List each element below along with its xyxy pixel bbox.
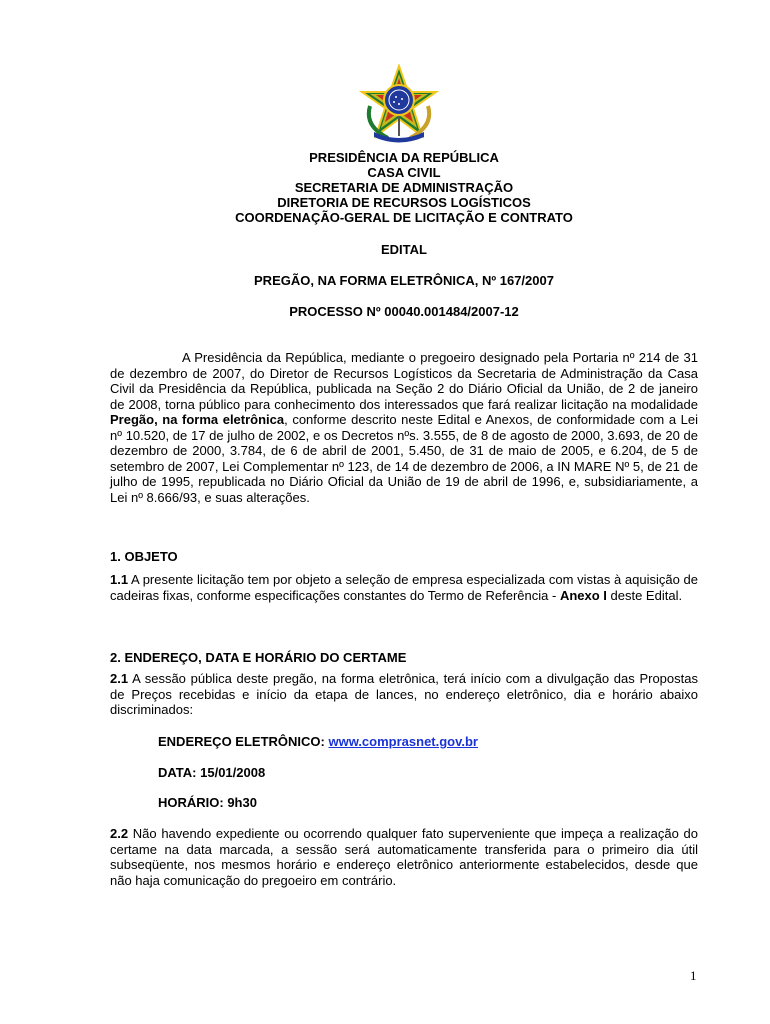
document-header [110,150,698,225]
item-number: 2.1 [110,671,129,686]
item-bold: Anexo I [559,587,607,603]
item-text-cont: deste Edital. [606,587,683,603]
intro-text: A Presidência da República, mediante o pregoeiro designado pela Portaria nº 214 de 31 de dezembro de 2007, do Diretor de Recursos Logísticos da Secretaria de Administração da Casa Civil da Presidência da República, publicada na Seção 2 do Diário Oficial da União, de 2 de janeiro de 2008, torna público para conhecimento dos interessados que fará realizar licitação na modalidade [110,350,698,412]
header-line: SECRETARIA DE ADMINISTRAÇÃO [294,180,514,195]
time-line: HORÁRIO: 9h30 [158,795,257,810]
page-number: 1 [690,968,697,983]
section-2-title: 2. ENDEREÇO, DATA E HORÁRIO DO CERTAME [110,650,407,665]
item-text: A sessão pública deste pregão, na forma eletrônica, terá início com a divulgação das Propostas de Preços recebidas e início da etapa de lances, no endereço eletrônico, dia e horário abaixo discriminados: [110,671,698,717]
item-number: 1.1 [110,572,129,587]
date-line: DATA: 15/01/2008 [158,765,266,780]
document-title: EDITAL [381,242,427,257]
header-line: CASA CIVIL [367,165,441,180]
intro-paragraph [110,350,698,505]
section-2-1-paragraph [110,671,698,718]
section-1-title: 1. OBJETO [110,549,178,564]
processo-title: PROCESSO Nº 00040.001484/2007-12 [289,304,519,319]
comprasnet-link[interactable]: www.comprasnet.gov.br [328,734,478,749]
pregao-title: PREGÃO, NA FORMA ELETRÔNICA, Nº 167/2007 [254,273,554,288]
section-2-2-paragraph [110,826,698,888]
section-1-paragraph [110,572,698,603]
header-line: DIRETORIA DE RECURSOS LOGÍSTICOS [277,195,531,210]
brazil-coat-of-arms-icon [358,64,440,144]
item-number: 2.2 [110,826,129,841]
header-line: PRESIDÊNCIA DA REPÚBLICA [309,150,499,165]
intro-text-cont: , conforme descrito neste Edital e Anexos, de conformidade com a Lei nº 10.520, de 17 de julho de 2002, e os Decretos nºs. 3.555, de 8 de agosto de 2000, 3.693, de 20 de dezembro de 2000, 3.784, de 6 de abril de 2001, 5.450, de 31 de maio de 2005, e 6.204, de 5 de setembro de 2007, Lei Complementar nº 123, de 14 de dezembro de 2006, a IN MARE Nº 5, de 21 de julho de 1995, republicada no Diário Oficial da União de 19 de abril de 1996, e, subsidiariamente, a Lei nº 8.666/93, e suas alterações. [110,412,698,505]
intro-bold: Pregão, na forma eletrônica [110,412,285,427]
item-text: Não havendo expediente ou ocorrendo qualquer fato superveniente que impeça a realização do certame na data marcada, a sessão será automaticamente transferida para o primeiro dia útil subseqüente, nos mesmos horário e endereço eletrônico anteriormente estabelecidos, desde que não haja comunicação do pregoeiro em contrário. [110,826,698,888]
item-text: A presente licitação tem por objeto a seleção de empresa especializada com vistas à aquisição de cadeiras fixas, conforme especificações constantes do Termo de Referência - [110,572,698,603]
header-line: COORDENAÇÃO-GERAL DE LICITAÇÃO E CONTRATO [235,210,573,225]
address-label: ENDEREÇO ELETRÔNICO: [158,734,329,749]
address-line [158,734,478,749]
